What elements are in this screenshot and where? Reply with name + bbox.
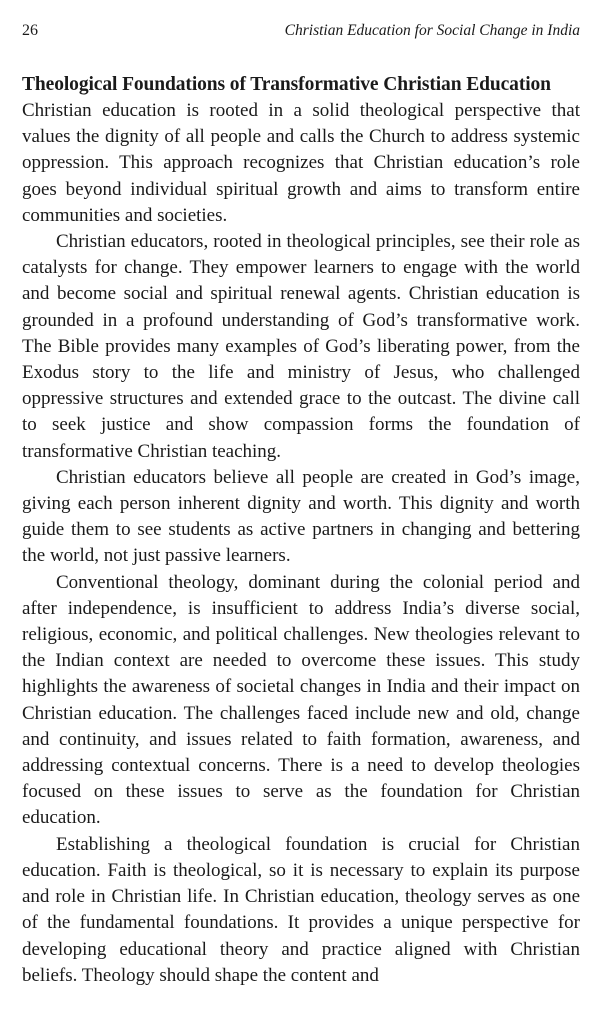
paragraph-3: Christian educators believe all people are created in God’s image, giving each person inherent dignity and worth. This dignity and worth guide them to see students as active partners in changing and bettering the world, not just passive learners. bbox=[22, 466, 580, 567]
paragraph-2: Christian educators, rooted in theological principles, see their role as catalysts for change. They empower learners to engage with the world and become social and spiritual renewal agents. Christian education is grounded in a profound understanding of God’s transformative work. The Bible provides many examples of God’s liberating power, from the Exodus story to the life and ministry of Jesus, who challenged oppressive structures and extended grace to the outcast. The divine call to seek justice and show compassion forms the foundation of transformative Christian teaching. bbox=[22, 231, 580, 462]
running-head bbox=[22, 22, 580, 50]
section-heading: Theological Foundations of Transformative Christian Education bbox=[22, 74, 551, 95]
paragraph-1: Christian education is rooted in a solid theological perspective that values the dignity of all people and calls the Church to address systemic oppression. This approach recognizes that Christian education’s role goes beyond individual spiritual growth and aims to transform entire communities and societies. bbox=[22, 100, 580, 226]
paragraph-4: Conventional theology, dominant during the colonial period and after independence, is insufficient to address India’s diverse social, religious, economic, and political challenges. New theologies relevant to the Indian context are needed to overcome these issues. This study highlights the awareness of societal changes in India and their impact on Christian education. The challenges faced include new and old, change and continuity, and issues related to faith formation, awareness, and addressing contextual concerns. There is a need to develop theologies focused on these issues to serve as the foundation for Christian education. bbox=[22, 571, 580, 829]
paragraph-5: Establishing a theological foundation is crucial for Christian education. Faith is theological, so it is necessary to explain its purpose and role in Christian life. In Christian education, theology serves as one of the fundamental foundations. It provides a unique perspective for developing educational theory and practice aligned with Christian beliefs. Theology should shape the content and bbox=[22, 833, 580, 986]
book-page bbox=[22, 22, 580, 989]
running-title: Christian Education for Social Change in India bbox=[284, 22, 580, 39]
page-number: 26 bbox=[22, 22, 38, 39]
